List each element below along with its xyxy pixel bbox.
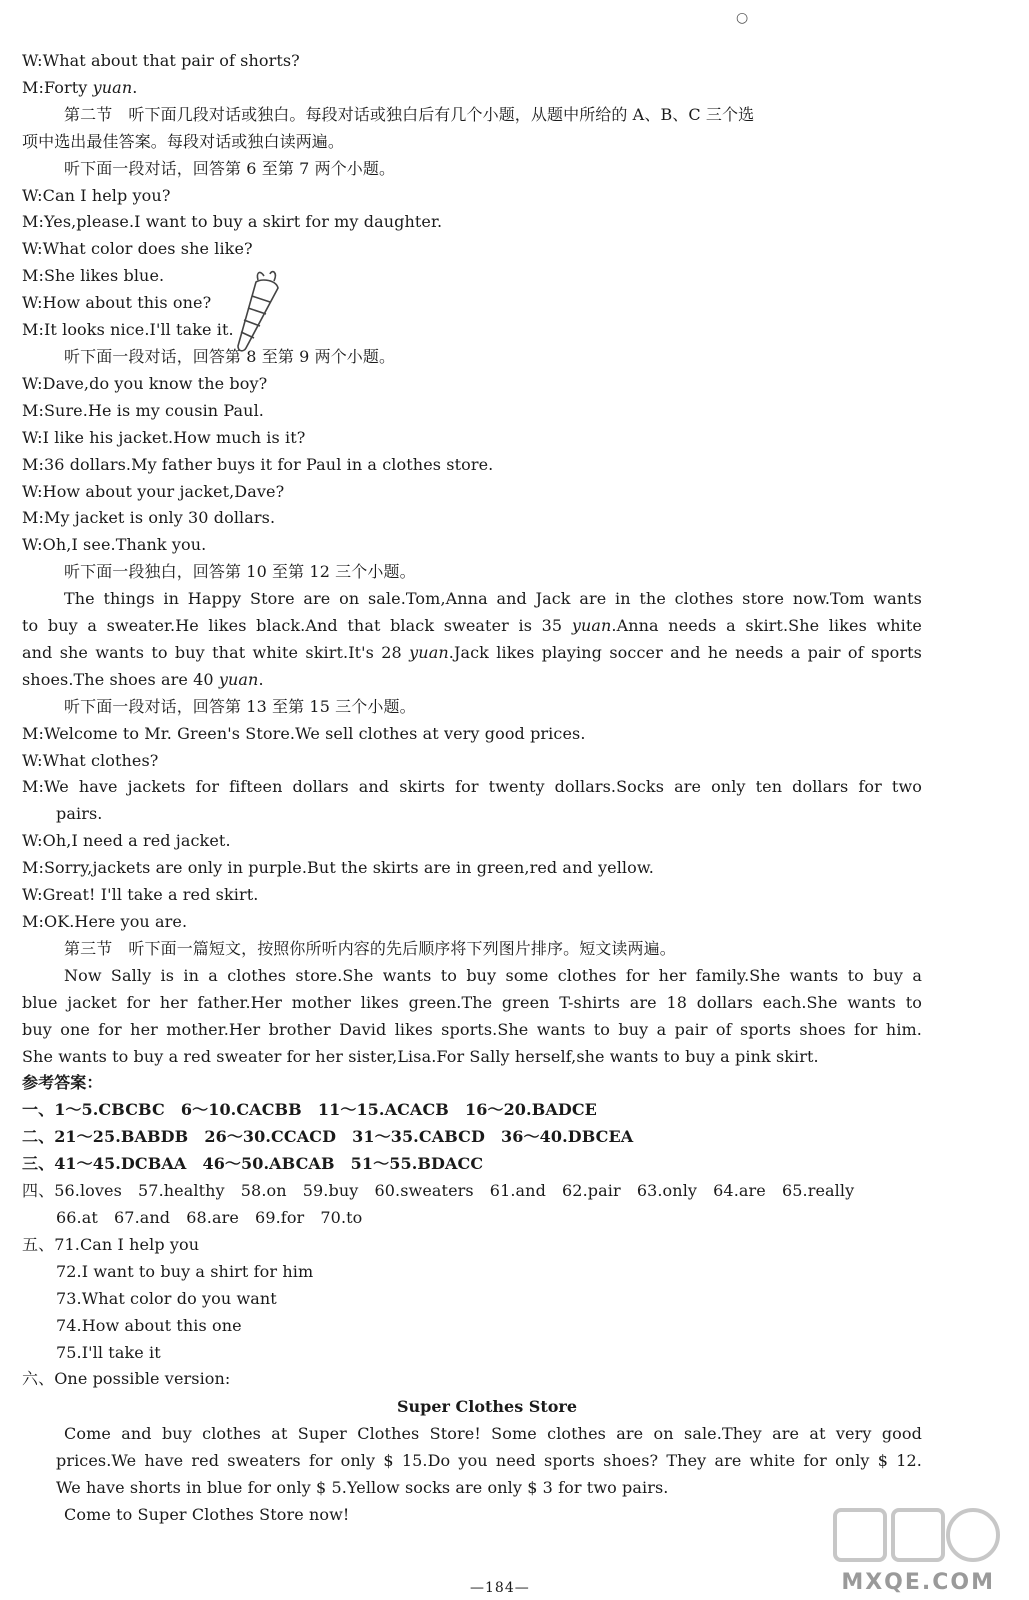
text-line: shoes.The shoes are 40 yuan.: [22, 669, 264, 689]
text-line: M:Sure.He is my cousin Paul.: [22, 400, 264, 420]
text-line: buy one for her mother.Her brother David likes sports.She wants to buy a pair of sports shoes for him.: [22, 1019, 922, 1039]
italic-word: yuan: [409, 642, 449, 662]
text-line: Come to Super Clothes Store now!: [64, 1505, 350, 1525]
italic-word: yuan: [218, 669, 259, 689]
text-line: 六、One possible version:: [22, 1369, 231, 1389]
document-page: [22, 48, 922, 1529]
text-line: Super Clothes Store: [396, 1397, 578, 1417]
text-line: M:Sorry,jackets are only in purple.But the skirts are in green,red and yellow.: [22, 858, 654, 878]
text-line: W:Oh,I need a red jacket.: [22, 831, 231, 851]
italic-word: yuan: [571, 616, 612, 636]
text-line: W:What clothes?: [22, 750, 159, 770]
text-line: pairs.: [56, 804, 103, 824]
carrot-stamp-icon: [216, 268, 292, 368]
watermark-text: MXQE.COM: [841, 1570, 995, 1595]
text-line: W:How about your jacket,Dave?: [22, 481, 285, 501]
text-line: M:36 dollars.My father buys it for Paul in a clothes store.: [22, 454, 494, 474]
text-line: blue jacket for her father.Her mother likes green.The green T-shirts are 18 dollars each.She wants to: [22, 992, 922, 1012]
text-line: 第三节 听下面一篇短文，按照你所听内容的先后顺序将下列图片排序。短文读两遍。: [64, 938, 676, 958]
text-line: 一、1～5.CBCBC 6～10.CACBB 11～15.ACACB 16～20.BADCE: [22, 1100, 597, 1120]
text-line: M:OK.Here you are.: [22, 912, 188, 931]
text-line: W:Oh,I see.Thank you.: [22, 535, 207, 555]
text-line: She wants to buy a red sweater for her sister,Lisa.For Sally herself,she wants to buy a pink skirt.: [22, 1046, 819, 1066]
text-line: M:She likes blue.: [22, 266, 165, 286]
text-line: We have shorts in blue for only $ 5.Yellow socks are only $ 3 for two pairs.: [56, 1478, 669, 1498]
text-line: The things in Happy Store are on sale.Tom,Anna and Jack are in the clothes store now.Tom wants: [64, 589, 922, 609]
text-line: 项中选出最佳答案。每段对话或独白读两遍。: [22, 131, 345, 151]
text-line: M:Welcome to Mr. Green's Store.We sell clothes at very good prices.: [22, 723, 586, 743]
text-line: W:Great! I'll take a red skirt.: [22, 885, 259, 905]
text-line: Now Sally is in a clothes store.She wants to buy some clothes for her family.She wants to buy a: [64, 965, 922, 985]
text-line: to buy a sweater.He likes black.And that black sweater is 35 yuan.Anna needs a skirt.She likes white: [22, 616, 923, 636]
text-line: 听下面一段对话，回答第 8 至第 9 两个小题。: [64, 346, 396, 366]
italic-word: yuan: [92, 77, 133, 97]
text-line: 75.I'll take it: [56, 1342, 161, 1362]
text-line: W:What color does she like?: [22, 239, 253, 259]
text-line: W:How about this one?: [22, 293, 212, 313]
text-line: M:Forty yuan.: [22, 77, 138, 97]
text-line: 二、21～25.BABDB 26～30.CCACD 31～35.CABCD 36～40.DBCEA: [22, 1127, 634, 1147]
text-line: M:My jacket is only 30 dollars.: [22, 508, 276, 528]
text-line: 73.What color do you want: [56, 1288, 277, 1308]
page-number: —184—: [470, 1580, 530, 1596]
text-line: prices.We have red sweaters for only $ 15.Do you need sports shoes? They are white for only $ 12.: [56, 1451, 922, 1471]
text-line: W:What about that pair of shorts?: [22, 51, 300, 70]
text-line: W:Dave,do you know the boy?: [22, 373, 268, 393]
text-line: 三、41～45.DCBAA 46～50.ABCAB 51～55.BDACC: [22, 1154, 484, 1174]
text-line: Come and buy clothes at Super Clothes Store! Some clothes are on sale.They are at very good: [64, 1424, 922, 1444]
text-line: 听下面一段对话，回答第 13 至第 15 三个小题。: [64, 696, 416, 716]
text-line: 五、71.Can I help you: [22, 1234, 200, 1254]
text-line: 66.at 67.and 68.are 69.for 70.to: [56, 1207, 363, 1227]
text-line: 72.I want to buy a shirt for him: [56, 1261, 314, 1281]
text-line: 参考答案：: [22, 1073, 103, 1093]
text-line: M:We have jackets for fifteen dollars and skirts for twenty dollars.Socks are only ten dollars for two: [22, 777, 922, 797]
text-line: and she wants to buy that white skirt.It's 28 yuan.Jack likes playing soccer and he needs a pair of sports: [22, 642, 922, 662]
text-line: 听下面一段独白，回答第 10 至第 12 三个小题。: [64, 562, 416, 582]
text-line: M:Yes,please.I want to buy a skirt for my daughter.: [22, 212, 443, 232]
text-line: 74.How about this one: [56, 1315, 242, 1335]
text-line: W:I like his jacket.How much is it?: [22, 427, 306, 447]
text-line: W:Can I help you?: [22, 185, 171, 205]
text-line: 四、56.loves 57.healthy 58.on 59.buy 60.sweaters 61.and 62.pair 63.only 64.are 65.really: [22, 1181, 855, 1201]
text-line: 听下面一段对话，回答第 6 至第 7 两个小题。: [64, 158, 396, 178]
text-line: 第二节 听下面几段对话或独白。每段对话或独白后有几个小题，从题中所给的 A、B、C 三个选: [64, 104, 755, 124]
text-line: M:It looks nice.I'll take it.: [22, 320, 234, 340]
scan-mark: ○: [736, 10, 749, 26]
